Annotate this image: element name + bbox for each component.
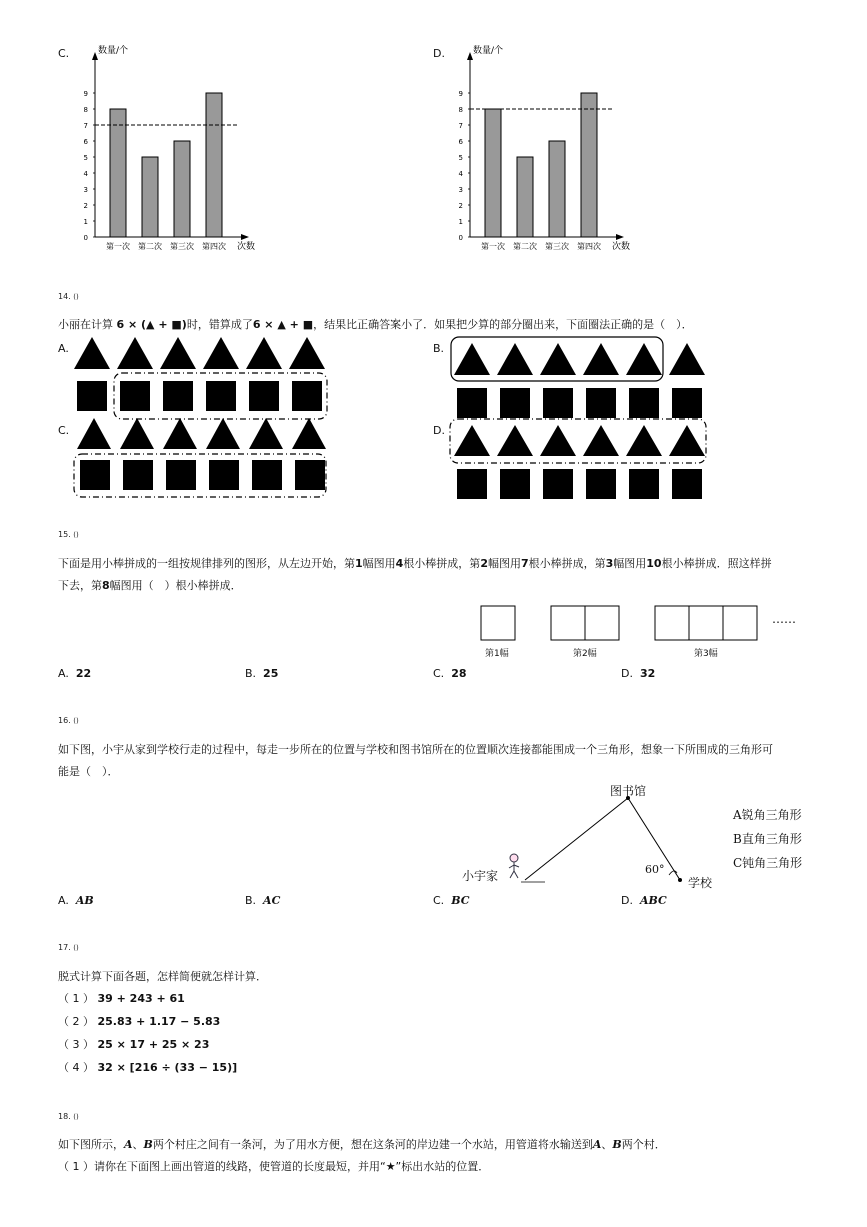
q15-option-a[interactable]: A. 22 <box>58 667 92 680</box>
question-15-number: 15. () <box>58 530 79 539</box>
q16-option-b[interactable]: B. AC <box>245 894 281 907</box>
y-tick-label: 0 <box>83 234 88 242</box>
bar <box>485 109 501 237</box>
figure-label-3: 第3幅 <box>694 649 718 659</box>
calc-item-1: （ 1 ） 39 + 243 + 61 <box>58 992 185 1005</box>
x-tick-label: 第一次 <box>106 242 130 251</box>
question-15-text: 下面是用小棒拼成的一组按规律排列的图形，从左边开始，第1幅图用4根小棒拼成，第2幅图用7根小棒拼成，第3幅图用10根小棒拼成．照这样拼 下去，第8幅图用（ ）根小棒拼成． <box>58 557 772 592</box>
option-b-label: B. <box>433 342 445 355</box>
y-tick-label: 1 <box>458 218 463 226</box>
y-tick-label: 7 <box>458 122 463 130</box>
y-tick-label: 3 <box>458 186 463 194</box>
home-label: 小宇家 <box>462 869 499 883</box>
y-tick-label: 9 <box>458 90 463 98</box>
x-axis-arrow <box>616 234 624 240</box>
question-17-number: 17. () <box>58 943 79 952</box>
calc-item-3: （ 3 ） 25 × 17 + 25 × 23 <box>58 1038 210 1051</box>
x-axis-title: 次数 <box>612 242 631 252</box>
figure-label-2: 第2幅 <box>573 649 597 659</box>
calc-item-2: （ 2 ） 25.83 + 1.17 − 5.83 <box>58 1015 221 1028</box>
x-tick-label: 第二次 <box>138 242 162 251</box>
q14-option-a-figure[interactable] <box>70 334 340 420</box>
y-tick-label: 8 <box>458 106 463 114</box>
y-axis-title: 数量/个 <box>98 46 129 56</box>
triangle-legend-b: B直角三角形 <box>733 832 802 846</box>
calc-item-4: （ 4 ） 32 × [216 ÷ (33 − 15)] <box>58 1061 238 1074</box>
question-16-text: 如下图，小宇从家到学校行走的过程中，每走一步所在的位置与学校和图书馆所在的位置顺次连接都能围成一个三角形，想象一下所围成的三角形可 能是（ ）． <box>58 743 773 778</box>
bar <box>581 93 597 237</box>
y-tick-label: 7 <box>83 122 88 130</box>
option-a-label: A. <box>58 342 69 355</box>
x-tick-label: 第三次 <box>545 242 569 251</box>
bar <box>549 141 565 237</box>
y-axis-title: 数量/个 <box>473 46 504 56</box>
question-18-number: 18. () <box>58 1112 79 1121</box>
y-tick-label: 2 <box>83 202 88 210</box>
kid-icon <box>509 854 519 878</box>
q14-option-c-figure[interactable] <box>70 416 340 500</box>
y-tick-label: 6 <box>83 138 88 146</box>
triangle-legend-c: C钝角三角形 <box>733 856 803 870</box>
question-16-number: 16. () <box>58 716 79 725</box>
y-tick-label: 8 <box>83 106 88 114</box>
triangle-legend-a: A锐角三角形 <box>733 808 802 822</box>
option-d-label: D. <box>433 47 445 60</box>
question-17-intro: 脱式计算下面各题，怎样简便就怎样计算． <box>58 970 267 983</box>
bar-chart-d <box>445 40 645 262</box>
q15-option-d[interactable]: D. 32 <box>621 667 656 680</box>
school-label: 学校 <box>688 876 713 890</box>
option-d-label-q14: D. <box>433 424 445 437</box>
bar <box>174 141 190 237</box>
y-tick-label: 1 <box>83 218 88 226</box>
y-tick-label: 3 <box>83 186 88 194</box>
x-axis-title: 次数 <box>237 242 256 252</box>
x-tick-label: 第四次 <box>202 242 226 251</box>
option-c-label: C. <box>58 47 70 60</box>
y-tick-label: 4 <box>83 170 88 178</box>
bar <box>110 109 126 237</box>
q15-option-b[interactable]: B. 25 <box>245 667 279 680</box>
y-tick-label: 0 <box>458 234 463 242</box>
figure-label-1: 第1幅 <box>485 649 509 659</box>
ellipsis: …… <box>772 612 796 626</box>
x-tick-label: 第一次 <box>481 242 505 251</box>
q14-option-b-figure[interactable] <box>448 334 718 420</box>
q16-option-a[interactable]: A. AB <box>58 894 94 907</box>
y-tick-label: 9 <box>83 90 88 98</box>
bar-chart-c <box>70 40 270 262</box>
bar <box>206 93 222 237</box>
question-18-text: 如下图所示，A、B两个村庄之间有一条河，为了用水方便，想在这条河的岸边建一个水站，用管道将水输送到A、B两个村． （ 1 ）请你在下面图上画出管道的线路，使管道的长度最短，并用“★”标出水站的位置． <box>58 1138 666 1173</box>
library-label: 图书馆 <box>610 784 647 798</box>
y-tick-label: 5 <box>458 154 463 162</box>
angle-label: 60° <box>645 863 665 876</box>
bar <box>142 157 158 237</box>
x-axis-arrow <box>241 234 249 240</box>
y-tick-label: 2 <box>458 202 463 210</box>
q16-option-c[interactable]: C. BC <box>433 894 470 907</box>
stick-pattern-figure <box>475 600 815 664</box>
q14-option-d-figure[interactable] <box>448 416 718 506</box>
x-tick-label: 第二次 <box>513 242 537 251</box>
y-tick-label: 5 <box>83 154 88 162</box>
bar <box>517 157 533 237</box>
question-14-text: 小丽在计算 6 × (▲ + ■)时，错算成了6 × ▲ + ■，结果比正确答案小了．如果把少算的部分圈出来，下面圈法正确的是（ ）． <box>58 318 693 331</box>
y-tick-label: 4 <box>458 170 463 178</box>
option-c-label-q14: C. <box>58 424 70 437</box>
q16-option-d[interactable]: D. ABC <box>621 894 667 907</box>
q15-option-c[interactable]: C. 28 <box>433 667 467 680</box>
x-tick-label: 第四次 <box>577 242 601 251</box>
y-tick-label: 6 <box>458 138 463 146</box>
question-14-number: 14. () <box>58 292 79 301</box>
x-tick-label: 第三次 <box>170 242 194 251</box>
